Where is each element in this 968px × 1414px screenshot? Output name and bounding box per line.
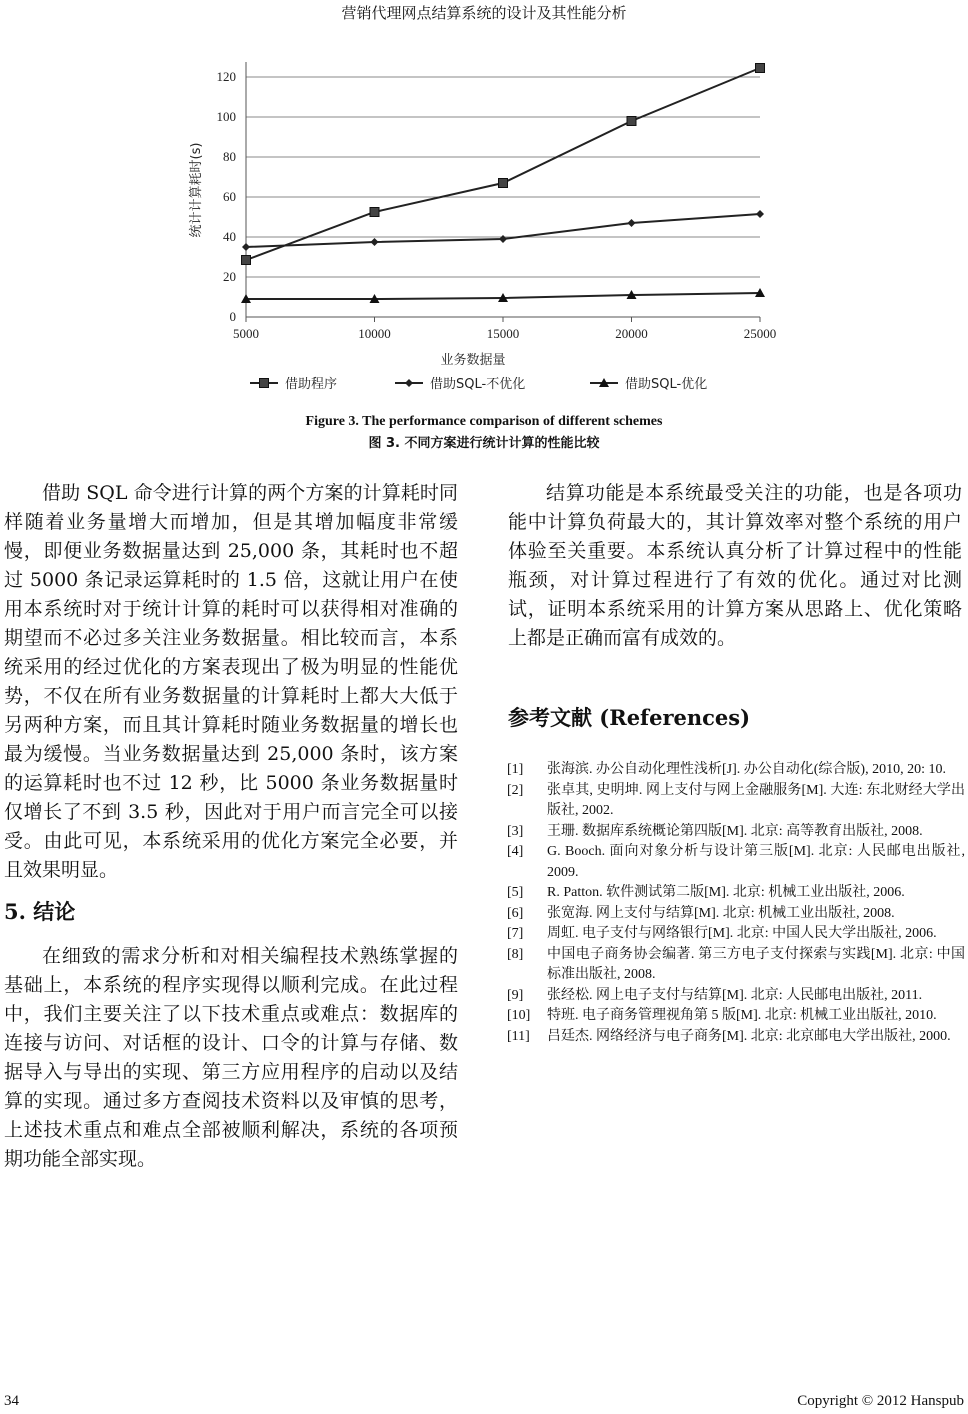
reference-text: 张海滨. 办公自动化理性浅析[J]. 办公自动化(综合版), 2010, 20: 10. [547, 762, 946, 777]
y-tick-label: 80 [223, 149, 236, 164]
reference-number: [8] [507, 946, 524, 962]
data-point [242, 243, 250, 251]
reference-text: 张宽海. 网上支付与结算[M]. 北京: 机械工业出版社, 2008. [547, 905, 895, 921]
data-point [628, 219, 636, 227]
legend-marker [260, 379, 269, 388]
x-tick-label: 15000 [486, 326, 520, 341]
data-point [499, 235, 507, 243]
reference-number: [9] [507, 987, 524, 1003]
reference-item [507, 781, 965, 822]
reference-text: R. Patton. 软件测试第二版[M]. 北京: 机械工业出版社, 2006. [547, 885, 905, 900]
reference-number: [7] [507, 926, 524, 941]
reference-number: [10] [507, 1008, 531, 1023]
reference-item [507, 883, 965, 904]
y-tick-label: 60 [223, 189, 236, 204]
y-tick-label: 20 [223, 269, 236, 284]
reference-number: [5] [507, 885, 524, 900]
reference-text: G. Booch. 面向对象分析与设计第三版[M]. 北京: 人民邮电出版社, 2009. [547, 844, 965, 880]
x-axis-label: 业务数据量 [440, 353, 506, 368]
reference-number: [4] [507, 844, 524, 859]
reference-text: 张卓其, 史明坤. 网上支付与网上金融服务[M]. 大连: 东北财经大学出版社, 2002. [547, 782, 965, 818]
copyright: Copyright © 2012 Hanspub [797, 1393, 964, 1409]
right-column [508, 479, 962, 732]
reference-list [507, 760, 965, 1047]
body-paragraph: 在细致的需求分析和对相关编程技术熟练掌握的基础上，本系统的程序实现得以顺利完成。在此过程中，我们主要关注了以下技术重点或难点：数据库的连接与访问、对话框的设计、口令的计算与存储、数据导入与导出的实现、第三方应用程序的启动以及结算的实现。通过多方查阅技术资料以及审慎的思考，上述技术重点和难点全部被顺利解决，系统的各项预期功能全部实现。 [4, 945, 458, 1170]
data-point [627, 117, 636, 126]
data-point [756, 64, 765, 73]
reference-text: 王珊. 数据库系统概论第四版[M]. 北京: 高等教育出版社, 2008. [547, 823, 923, 839]
reference-number: [6] [507, 905, 524, 921]
reference-item [507, 986, 965, 1007]
reference-item [507, 760, 965, 781]
y-tick-label: 0 [229, 309, 236, 324]
data-point [371, 238, 379, 246]
reference-item [507, 945, 965, 986]
reference-text: 特班. 电子商务管理视角第 5 版[M]. 北京: 机械工业出版社, 2010. [547, 1008, 937, 1023]
reference-number: [1] [507, 762, 524, 777]
reference-text: 张经松. 网上电子支付与结算[M]. 北京: 人民邮电出版社, 2011. [547, 987, 923, 1003]
reference-text: 吕廷杰. 网络经济与电子商务[M]. 北京: 北京邮电大学出版社, 2000. [547, 1028, 951, 1044]
legend-label: 借助程序 [285, 377, 338, 392]
reference-text: 周虹. 电子支付与网络银行[M]. 北京: 中国人民大学出版社, 2006. [547, 926, 937, 941]
left-column [4, 479, 458, 1174]
reference-item [507, 1027, 965, 1048]
body-paragraph: 借助 SQL 命令进行计算的两个方案的计算耗时同样随着业务量增大而增加，但是其增加幅度非常缓慢，即便业务数据量达到 25,000 条，其耗时也不超过 5000 条记录运算耗时的 1.5 倍，这就让用户在使用本系统时对于统计计算的耗时可以获得相对准确的期望而不必过多关注业务数据量。相比较而言，本系统采用的经过优化的方案表现出了极为明显的性能优势，不仅在所有业务数据量的计算耗时上都大大低于另两种方案，而且其计算耗时随业务数据量的增长也最为缓慢。当业务数据量达到 25,000 条时，该方案的运算耗时也不过 12 秒，比 5000 条业务数据量时仅增长了不到 3.5 秒，因此对于用户而言完全可以接受。由此可见，本系统采用的优化方案完全必要，并且效果明显。 [4, 482, 458, 881]
reference-item [507, 924, 965, 945]
series-line [246, 68, 760, 260]
reference-number: [11] [507, 1028, 530, 1044]
body-paragraph: 结算功能是本系统最受关注的功能，也是各项功能中计算负荷最大的，其计算效率对整个系统的用户体验至关重要。本系统认真分析了计算过程中的性能瓶颈，对计算过程进行了有效的优化。通过对比测试，证明本系统采用的计算方案从思路上、优化策略上都是正确而富有成效的。 [508, 482, 962, 649]
legend-marker [405, 379, 413, 387]
x-tick-label: 20000 [615, 326, 648, 341]
page-number: 34 [4, 1393, 19, 1409]
figure-caption-en: Figure 3. The performance comparison of different schemes [305, 414, 663, 429]
x-tick-label: 10000 [358, 326, 391, 341]
y-axis-label: 统计计算耗时(s) [189, 142, 204, 238]
reference-item [507, 822, 965, 843]
references-heading: 参考文献 (References) [508, 705, 751, 730]
reference-number: [3] [507, 823, 524, 839]
legend-label: 借助SQL-不优化 [430, 377, 526, 392]
reference-text: 中国电子商务协会编著. 第三方电子支付探索与实践[M]. 北京: 中国标准出版社, 2008. [547, 946, 965, 982]
section-heading: 5. 结论 [4, 899, 76, 924]
legend-label: 借助SQL-优化 [625, 377, 708, 392]
x-tick-label: 5000 [233, 326, 259, 341]
x-tick-label: 25000 [743, 326, 777, 341]
data-point [499, 179, 508, 188]
data-point [370, 208, 379, 217]
y-tick-label: 40 [223, 229, 236, 244]
y-tick-label: 120 [216, 69, 236, 84]
reference-item [507, 1006, 965, 1027]
running-title: 营销代理网点结算系统的设计及其性能分析 [341, 4, 627, 22]
reference-number: [2] [507, 782, 524, 798]
reference-item [507, 842, 965, 883]
y-tick-label: 100 [216, 109, 236, 124]
data-point [242, 256, 251, 265]
line-chart [180, 50, 790, 400]
data-point [756, 210, 764, 218]
reference-item [507, 904, 965, 925]
figure-caption-zh: 图 3. 不同方案进行统计计算的性能比较 [368, 436, 600, 451]
